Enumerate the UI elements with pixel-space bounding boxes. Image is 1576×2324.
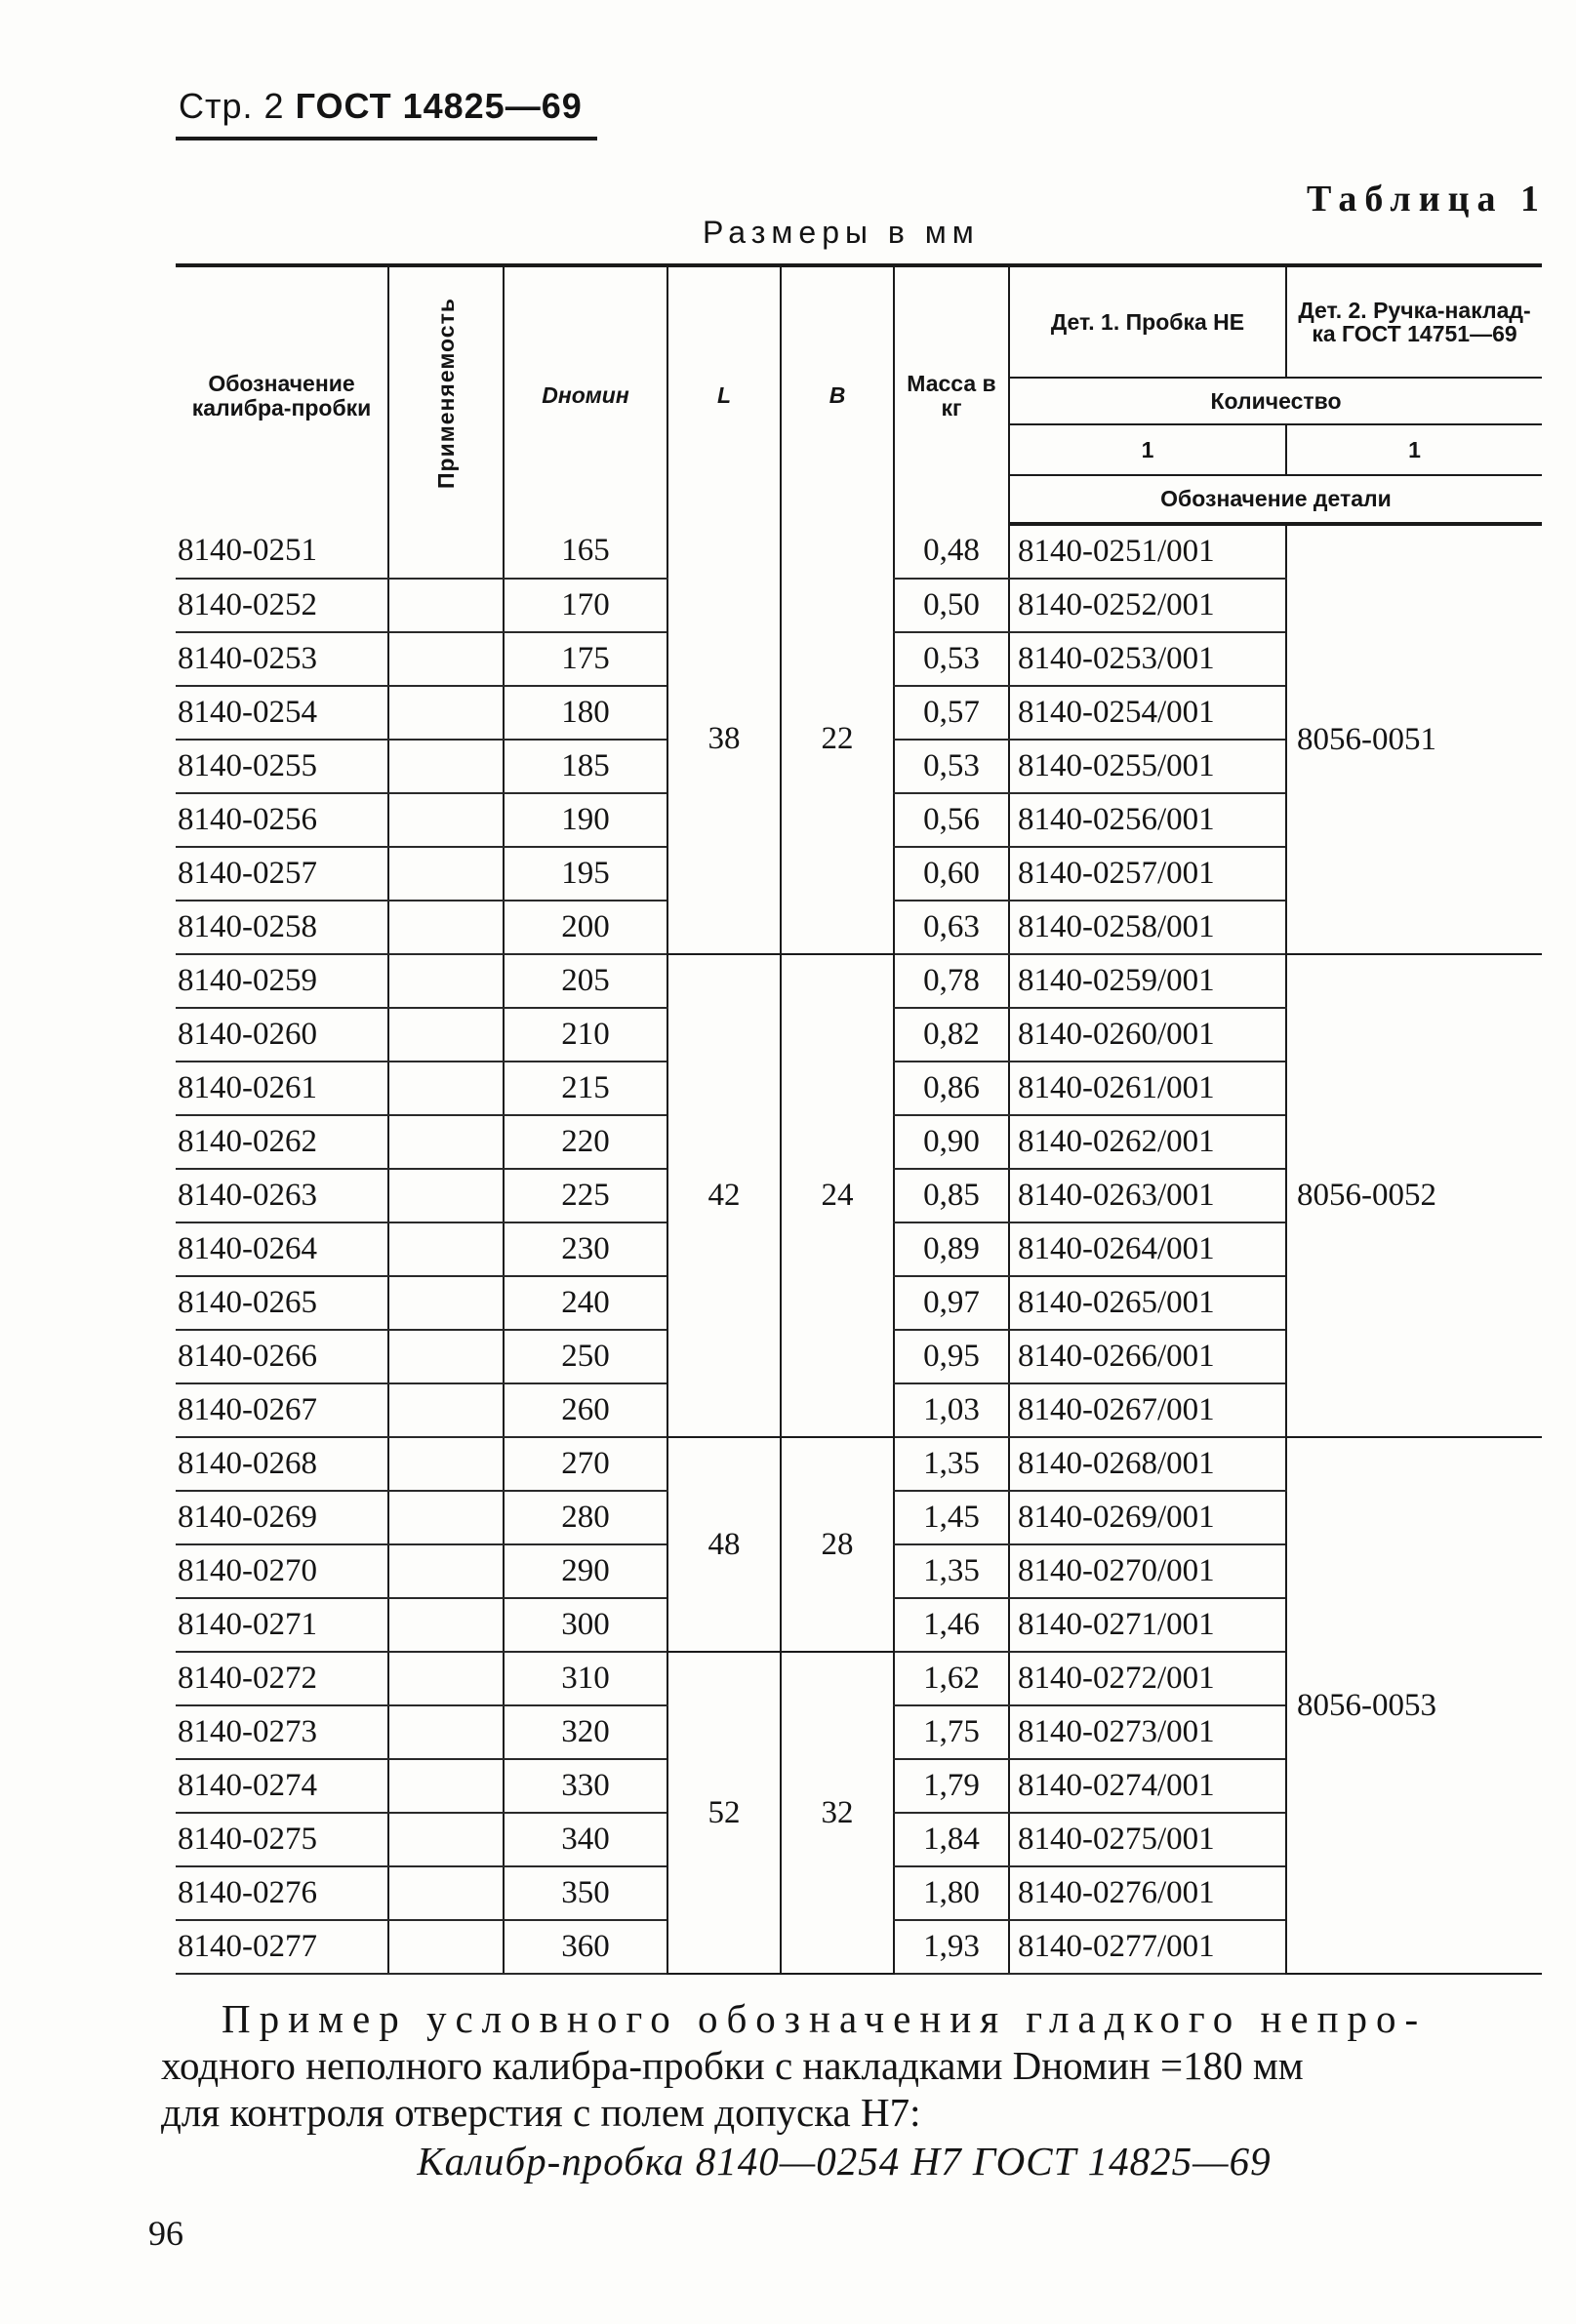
applicability-cell	[388, 632, 504, 686]
caliber-designation: 8140-0268	[176, 1437, 388, 1491]
d-nom-value: 190	[504, 793, 667, 847]
applicability-cell	[388, 1008, 504, 1062]
applicability-cell	[388, 1598, 504, 1652]
col-mass: Масса в кг	[894, 265, 1009, 524]
mass-value: 1,35	[894, 1544, 1009, 1598]
applicability-cell	[388, 1169, 504, 1222]
det1-designation: 8140-0276/001	[1009, 1866, 1286, 1920]
applicability-cell	[388, 524, 504, 579]
det1-designation: 8140-0265/001	[1009, 1276, 1286, 1330]
col-designation: Обозначение калибра-пробки	[176, 265, 388, 524]
det1-designation: 8140-0253/001	[1009, 632, 1286, 686]
example-formula: Калибр-пробка 8140—0254 H7 ГОСТ 14825—69	[417, 2139, 1272, 2184]
d-nom-value: 220	[504, 1115, 667, 1169]
d-nom-value: 205	[504, 954, 667, 1008]
d-nom-value: 300	[504, 1598, 667, 1652]
mass-value: 0,53	[894, 740, 1009, 793]
example-line-2: ходного неполного калибра-пробки с накладками Dномин =180 мм	[161, 2043, 1304, 2088]
d-nom-value: 185	[504, 740, 667, 793]
running-header	[179, 86, 583, 127]
applicability-cell	[388, 1383, 504, 1437]
caliber-designation: 8140-0264	[176, 1222, 388, 1276]
det1-designation: 8140-0277/001	[1009, 1920, 1286, 1974]
qty-det2: 1	[1286, 424, 1542, 475]
b-value: 22	[781, 524, 894, 954]
mass-value: 0,82	[894, 1008, 1009, 1062]
d-nom-value: 215	[504, 1062, 667, 1115]
applicability-cell	[388, 1222, 504, 1276]
d-nom-value: 200	[504, 901, 667, 954]
d-nom-value: 350	[504, 1866, 667, 1920]
applicability-cell	[388, 847, 504, 901]
designation-example	[161, 1995, 1527, 2184]
caliber-designation: 8140-0251	[176, 524, 388, 579]
mass-value: 0,97	[894, 1276, 1009, 1330]
caliber-designation: 8140-0271	[176, 1598, 388, 1652]
applicability-cell	[388, 740, 504, 793]
caliber-designation: 8140-0275	[176, 1813, 388, 1866]
d-nom-value: 320	[504, 1705, 667, 1759]
caliber-designation: 8140-0269	[176, 1491, 388, 1544]
mass-value: 0,86	[894, 1062, 1009, 1115]
b-value: 24	[781, 954, 894, 1437]
col-quantity: Количество	[1009, 378, 1542, 424]
b-value: 32	[781, 1652, 894, 1974]
applicability-cell	[388, 901, 504, 954]
mass-value: 0,60	[894, 847, 1009, 901]
det1-designation: 8140-0252/001	[1009, 579, 1286, 632]
col-l: L	[667, 265, 781, 524]
l-value: 48	[667, 1437, 781, 1652]
applicability-cell	[388, 1866, 504, 1920]
det1-designation: 8140-0258/001	[1009, 901, 1286, 954]
applicability-cell	[388, 1759, 504, 1813]
col-applicability: Применяемость	[388, 265, 504, 524]
applicability-cell	[388, 1652, 504, 1705]
mass-value: 0,95	[894, 1330, 1009, 1383]
det1-designation: 8140-0255/001	[1009, 740, 1286, 793]
d-nom-value: 195	[504, 847, 667, 901]
d-nom-value: 165	[504, 524, 667, 579]
det1-designation: 8140-0261/001	[1009, 1062, 1286, 1115]
mass-value: 0,89	[894, 1222, 1009, 1276]
applicability-cell	[388, 1276, 504, 1330]
d-nom-value: 240	[504, 1276, 667, 1330]
d-nom-value: 180	[504, 686, 667, 740]
applicability-cell	[388, 579, 504, 632]
caliber-designation: 8140-0255	[176, 740, 388, 793]
applicability-cell	[388, 793, 504, 847]
example-line-1: Пример условного обозначения гладкого непро-	[222, 1996, 1428, 2041]
applicability-cell	[388, 1920, 504, 1974]
d-nom-value: 310	[504, 1652, 667, 1705]
mass-value: 1,03	[894, 1383, 1009, 1437]
applicability-cell	[388, 1544, 504, 1598]
col-d-nom: Dномин	[504, 265, 667, 524]
mass-value: 1,45	[894, 1491, 1009, 1544]
caliber-designation: 8140-0276	[176, 1866, 388, 1920]
mass-value: 1,35	[894, 1437, 1009, 1491]
mass-value: 0,90	[894, 1115, 1009, 1169]
mass-value: 1,46	[894, 1598, 1009, 1652]
mass-value: 1,80	[894, 1866, 1009, 1920]
header-rule	[176, 137, 597, 140]
col-det2: Дет. 2. Ручка-наклад-ка ГОСТ 14751—69	[1286, 265, 1542, 378]
page-number: 96	[148, 2214, 183, 2253]
units-caption: Размеры в мм	[703, 215, 980, 250]
applicability-cell	[388, 686, 504, 740]
det1-designation: 8140-0266/001	[1009, 1330, 1286, 1383]
mass-value: 0,78	[894, 954, 1009, 1008]
mass-value: 0,57	[894, 686, 1009, 740]
det1-designation: 8140-0260/001	[1009, 1008, 1286, 1062]
caliber-designation: 8140-0265	[176, 1276, 388, 1330]
table-row	[176, 524, 1542, 579]
caliber-designation: 8140-0256	[176, 793, 388, 847]
d-nom-value: 360	[504, 1920, 667, 1974]
det2-designation: 8056-0052	[1286, 954, 1542, 1437]
applicability-cell	[388, 1062, 504, 1115]
caliber-designation: 8140-0254	[176, 686, 388, 740]
det2-designation: 8056-0051	[1286, 524, 1542, 954]
det1-designation: 8140-0272/001	[1009, 1652, 1286, 1705]
mass-value: 1,84	[894, 1813, 1009, 1866]
mass-value: 1,75	[894, 1705, 1009, 1759]
standard-ref: ГОСТ 14825—69	[295, 86, 583, 126]
applicability-cell	[388, 1115, 504, 1169]
mass-value: 0,50	[894, 579, 1009, 632]
applicability-cell	[388, 954, 504, 1008]
mass-value: 1,93	[894, 1920, 1009, 1974]
applicability-cell	[388, 1330, 504, 1383]
caliber-designation: 8140-0266	[176, 1330, 388, 1383]
table-row	[176, 954, 1542, 1008]
caliber-designation: 8140-0267	[176, 1383, 388, 1437]
d-nom-value: 280	[504, 1491, 667, 1544]
caliber-designation: 8140-0260	[176, 1008, 388, 1062]
det1-designation: 8140-0274/001	[1009, 1759, 1286, 1813]
det1-designation: 8140-0256/001	[1009, 793, 1286, 847]
caliber-designation: 8140-0258	[176, 901, 388, 954]
applicability-cell	[388, 1705, 504, 1759]
caliber-designation: 8140-0274	[176, 1759, 388, 1813]
l-value: 38	[667, 524, 781, 954]
caliber-designation: 8140-0272	[176, 1652, 388, 1705]
caliber-designation: 8140-0252	[176, 579, 388, 632]
det1-designation: 8140-0264/001	[1009, 1222, 1286, 1276]
det2-designation: 8056-0053	[1286, 1437, 1542, 1974]
applicability-cell	[388, 1437, 504, 1491]
det1-designation: 8140-0259/001	[1009, 954, 1286, 1008]
caliber-designation: 8140-0262	[176, 1115, 388, 1169]
applicability-cell	[388, 1491, 504, 1544]
det1-designation: 8140-0267/001	[1009, 1383, 1286, 1437]
caliber-designation: 8140-0259	[176, 954, 388, 1008]
d-nom-value: 260	[504, 1383, 667, 1437]
det1-designation: 8140-0269/001	[1009, 1491, 1286, 1544]
det1-designation: 8140-0263/001	[1009, 1169, 1286, 1222]
qty-det1: 1	[1009, 424, 1286, 475]
mass-value: 1,79	[894, 1759, 1009, 1813]
col-b: B	[781, 265, 894, 524]
mass-value: 0,63	[894, 901, 1009, 954]
d-nom-value: 225	[504, 1169, 667, 1222]
col-det1: Дет. 1. Пробка НЕ	[1009, 265, 1286, 378]
l-value: 42	[667, 954, 781, 1437]
mass-value: 0,85	[894, 1169, 1009, 1222]
det1-designation: 8140-0271/001	[1009, 1598, 1286, 1652]
dimensions-table	[176, 263, 1542, 1975]
det1-designation: 8140-0270/001	[1009, 1544, 1286, 1598]
caliber-designation: 8140-0273	[176, 1705, 388, 1759]
example-line-3: для контроля отверстия с полем допуска H7:	[161, 2090, 921, 2135]
det1-designation: 8140-0257/001	[1009, 847, 1286, 901]
det1-designation: 8140-0251/001	[1009, 524, 1286, 579]
det1-designation: 8140-0273/001	[1009, 1705, 1286, 1759]
caliber-designation: 8140-0261	[176, 1062, 388, 1115]
d-nom-value: 330	[504, 1759, 667, 1813]
det1-designation: 8140-0254/001	[1009, 686, 1286, 740]
det1-designation: 8140-0268/001	[1009, 1437, 1286, 1491]
table-row	[176, 1437, 1542, 1491]
d-nom-value: 270	[504, 1437, 667, 1491]
d-nom-value: 230	[504, 1222, 667, 1276]
caliber-designation: 8140-0257	[176, 847, 388, 901]
l-value: 52	[667, 1652, 781, 1974]
d-nom-value: 340	[504, 1813, 667, 1866]
det1-designation: 8140-0275/001	[1009, 1813, 1286, 1866]
d-nom-value: 175	[504, 632, 667, 686]
d-nom-value: 170	[504, 579, 667, 632]
caliber-designation: 8140-0270	[176, 1544, 388, 1598]
d-nom-value: 290	[504, 1544, 667, 1598]
col-part-designation: Обозначение детали	[1009, 475, 1542, 524]
mass-value: 0,53	[894, 632, 1009, 686]
d-nom-value: 250	[504, 1330, 667, 1383]
caliber-designation: 8140-0263	[176, 1169, 388, 1222]
mass-value: 1,62	[894, 1652, 1009, 1705]
b-value: 28	[781, 1437, 894, 1652]
d-nom-value: 210	[504, 1008, 667, 1062]
table-head	[176, 265, 1542, 524]
caliber-designation: 8140-0253	[176, 632, 388, 686]
caliber-designation: 8140-0277	[176, 1920, 388, 1974]
det1-designation: 8140-0262/001	[1009, 1115, 1286, 1169]
table-body	[176, 524, 1542, 1974]
mass-value: 0,48	[894, 524, 1009, 579]
mass-value: 0,56	[894, 793, 1009, 847]
page-ref: Стр. 2	[179, 86, 285, 126]
table-label: Таблица 1	[1306, 179, 1547, 220]
applicability-cell	[388, 1813, 504, 1866]
